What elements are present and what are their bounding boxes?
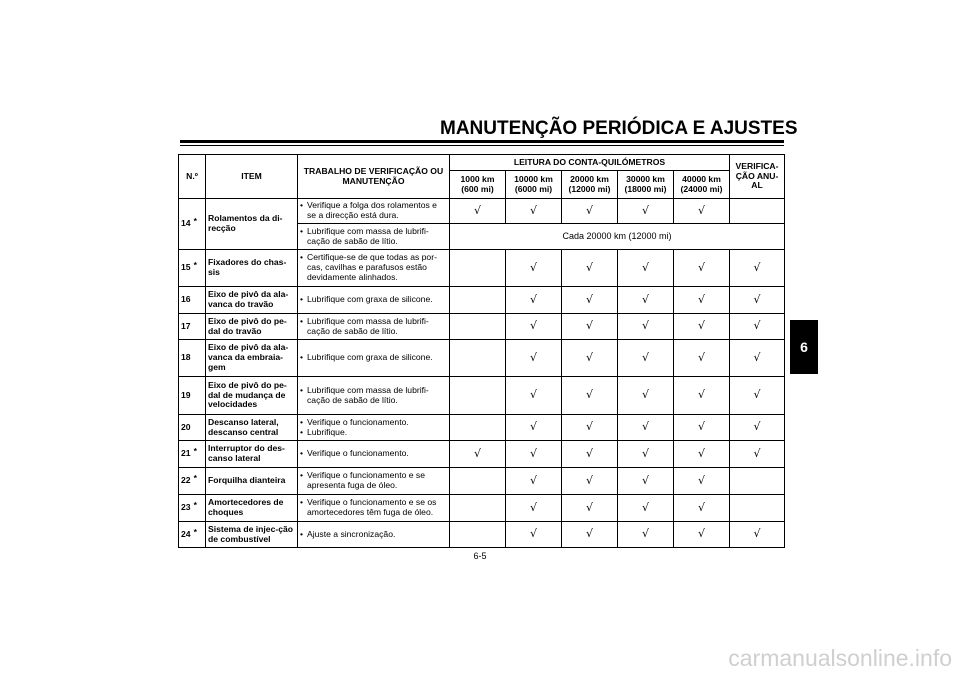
check-mark: √	[730, 377, 785, 415]
check-mark: √	[450, 441, 506, 468]
empty-cell	[730, 495, 785, 522]
empty-cell	[450, 287, 506, 314]
check-mark: √	[674, 441, 730, 468]
check-mark: √	[674, 340, 730, 377]
check-mark: √	[730, 441, 785, 468]
row-num: 16	[179, 287, 206, 314]
empty-cell	[450, 250, 506, 287]
row-work: • Verifique o funcionamento. • Lubrifique.	[298, 415, 450, 441]
check-mark: √	[618, 415, 674, 441]
check-mark: √	[506, 468, 562, 495]
title-rule-thin	[180, 145, 784, 146]
check-mark: √	[730, 250, 785, 287]
row-work: • Verifique o funcionamento e se apresenta fuga de óleo.	[298, 468, 450, 495]
row-item: Sistema de injec-ção de combustível	[206, 522, 298, 548]
check-mark: √	[506, 415, 562, 441]
maintenance-table	[178, 154, 785, 548]
check-mark: √	[674, 522, 730, 548]
check-mark: √	[618, 250, 674, 287]
check-mark: √	[506, 377, 562, 415]
check-mark: √	[506, 495, 562, 522]
row-work: • Verifique o funcionamento.	[298, 441, 450, 468]
row-num: 21 *	[179, 441, 206, 468]
row-item: Rolamentos da di-recção	[206, 199, 298, 250]
check-mark: √	[562, 199, 618, 224]
empty-cell	[450, 522, 506, 548]
check-mark: √	[674, 199, 730, 224]
check-mark: √	[618, 340, 674, 377]
row-item: Eixo de pivô da ala-vanca da embraia-gem	[206, 340, 298, 377]
check-mark: √	[730, 522, 785, 548]
row-num: 20	[179, 415, 206, 441]
row-item: Interruptor do des-canso lateral	[206, 441, 298, 468]
check-mark: √	[506, 287, 562, 314]
check-mark: √	[618, 441, 674, 468]
table-row	[179, 415, 785, 441]
check-mark: √	[506, 199, 562, 224]
empty-cell	[450, 377, 506, 415]
row-item: Amortecedores de choques	[206, 495, 298, 522]
header-num: N.º	[179, 155, 206, 199]
check-mark: √	[618, 199, 674, 224]
header-item: ITEM	[206, 155, 298, 199]
row-work: • Verifique a folga dos rolamentos e se a direcção está dura.	[298, 199, 450, 224]
row-num: 22 *	[179, 468, 206, 495]
chapter-tab: 6	[790, 320, 818, 374]
check-mark: √	[562, 250, 618, 287]
check-mark: √	[618, 468, 674, 495]
row-item: Eixo de pivô do pe-dal de mudança de velocidades	[206, 377, 298, 415]
page-number: 6-5	[473, 551, 487, 561]
check-mark: √	[730, 415, 785, 441]
check-mark: √	[618, 314, 674, 340]
header-interval-1: 1000 km (600 mi)	[450, 171, 506, 199]
empty-cell	[730, 199, 785, 224]
watermark-text: carmanualsonline.info	[728, 645, 952, 671]
table-row	[179, 495, 785, 522]
row-num: 17	[179, 314, 206, 340]
check-mark: √	[674, 495, 730, 522]
header-annual: VERIFICA-ÇÃO ANU-AL	[730, 155, 785, 199]
row-work: • Lubrifique com massa de lubrifi-cação de sabão de lítio.	[298, 314, 450, 340]
row-work: • Lubrifique com graxa de silicone.	[298, 287, 450, 314]
table-row	[179, 522, 785, 548]
page-title: MANUTENÇÃO PERIÓDICA E AJUSTES	[440, 118, 798, 139]
check-mark: √	[506, 441, 562, 468]
check-mark: √	[506, 250, 562, 287]
check-mark: √	[618, 287, 674, 314]
header-work: TRABALHO DE VERIFICAÇÃO OU MANUTENÇÃO	[298, 155, 450, 199]
row-num: 18	[179, 340, 206, 377]
check-mark: √	[506, 522, 562, 548]
check-mark: √	[730, 314, 785, 340]
row-item: Forquilha dianteira	[206, 468, 298, 495]
row-num: 23 *	[179, 495, 206, 522]
check-mark: √	[562, 314, 618, 340]
row-item: Fixadores do chas-sis	[206, 250, 298, 287]
table-row	[179, 314, 785, 340]
row-num: 24 *	[179, 522, 206, 548]
interval-note: Cada 20000 km (12000 mi)	[450, 224, 785, 250]
row-work: • Lubrifique com massa de lubrifi-cação de sabão de lítio.	[298, 224, 450, 250]
check-mark: √	[674, 250, 730, 287]
check-mark: √	[730, 340, 785, 377]
check-mark: √	[618, 522, 674, 548]
empty-cell	[730, 468, 785, 495]
row-work: • Ajuste a sincronização.	[298, 522, 450, 548]
empty-cell	[450, 314, 506, 340]
check-mark: √	[674, 468, 730, 495]
row-work: • Certifique-se de que todas as por-cas, cavilhas e parafusos estão devidamente alinhados.	[298, 250, 450, 287]
check-mark: √	[562, 287, 618, 314]
table-row	[179, 468, 785, 495]
table-row	[179, 287, 785, 314]
check-mark: √	[562, 495, 618, 522]
table-row	[179, 441, 785, 468]
row-item: Descanso lateral, descanso central	[206, 415, 298, 441]
check-mark: √	[618, 377, 674, 415]
table-row	[179, 377, 785, 415]
empty-cell	[450, 415, 506, 441]
row-item: Eixo de pivô do pe-dal do travão	[206, 314, 298, 340]
table-row	[179, 340, 785, 377]
check-mark: √	[674, 314, 730, 340]
empty-cell	[450, 495, 506, 522]
check-mark: √	[562, 415, 618, 441]
check-mark: √	[506, 340, 562, 377]
row-work: • Lubrifique com graxa de silicone.	[298, 340, 450, 377]
check-mark: √	[562, 468, 618, 495]
check-mark: √	[506, 314, 562, 340]
empty-cell	[450, 340, 506, 377]
row-item: Eixo de pivô da ala-vanca do travão	[206, 287, 298, 314]
header-odometer: LEITURA DO CONTA-QUILÓMETROS	[450, 155, 730, 171]
check-mark: √	[730, 287, 785, 314]
check-mark: √	[618, 495, 674, 522]
check-mark: √	[562, 441, 618, 468]
table-row	[179, 199, 785, 224]
check-mark: √	[674, 377, 730, 415]
header-interval-2: 10000 km (6000 mi)	[506, 171, 562, 199]
header-interval-4: 30000 km (18000 mi)	[618, 171, 674, 199]
row-num: 19	[179, 377, 206, 415]
check-mark: √	[674, 415, 730, 441]
row-work: • Lubrifique com massa de lubrifi-cação de sabão de lítio.	[298, 377, 450, 415]
header-interval-3: 20000 km (12000 mi)	[562, 171, 618, 199]
title-rule-thick	[180, 140, 784, 143]
check-mark: √	[450, 199, 506, 224]
check-mark: √	[562, 377, 618, 415]
row-num: 14 *	[179, 199, 206, 250]
check-mark: √	[674, 287, 730, 314]
check-mark: √	[562, 340, 618, 377]
header-interval-5: 40000 km (24000 mi)	[674, 171, 730, 199]
row-work: • Verifique o funcionamento e se os amortecedores têm fuga de óleo.	[298, 495, 450, 522]
row-num: 15 *	[179, 250, 206, 287]
table-row	[179, 250, 785, 287]
empty-cell	[450, 468, 506, 495]
check-mark: √	[562, 522, 618, 548]
